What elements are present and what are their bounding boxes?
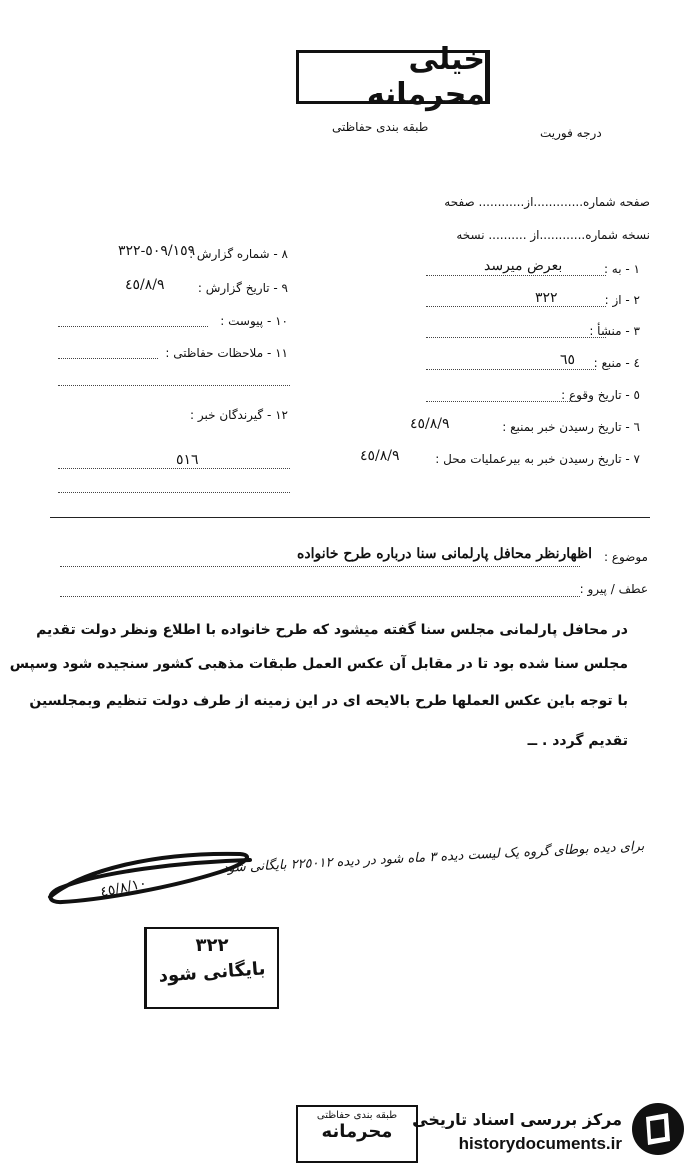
watermark-url: historydocuments.ir [458,1134,622,1153]
handwritten-date: ٤٥/٨/١٠ [98,875,149,901]
body-line-2: مجلس سنا شده بود تا در مقابل آن عکس العمل طبقات مذهبی کشور سنجیده شود وسپس [9,656,628,672]
classification-label: طبقه بندی حفاظتی [332,120,429,134]
report-date-value: ٤٥/٨/٩ [125,277,165,293]
footer-stamp-text: محرمانه [321,1121,393,1142]
page-number-field: صفحه شماره.............از............ صفحه [444,195,650,209]
section-divider [50,517,650,518]
to-line [426,275,606,276]
receipt-source-label: ٦ - تاریخ رسیدن خبر بمنبع : [502,420,640,434]
classification-stamp: خیلی محرمانه [296,50,490,104]
copy-number-field: نسخه شماره............از .......... نسخه [456,228,650,242]
receipt-source-value: ٤٥/٨/٩ [410,416,450,432]
watermark-title: مرکز بررسی اسناد تاریخی [412,1110,622,1129]
from-label: ۲ - از : [604,293,640,307]
remarks-line-2 [58,385,290,386]
recipients-value: ٥١٦ [176,452,199,468]
recipients-line-2 [58,492,290,493]
remarks-label: ۱۱ - ملاحظات حفاظتی : [165,346,288,360]
receipt-unit-label: ٧ - تاریخ رسیدن خبر به بیرعملیات محل : [435,452,640,466]
recipients-line-1 [58,468,290,469]
event-date-line [426,401,576,402]
origin-label: ۳ - منشأ : [589,324,640,338]
reference-line [60,596,580,597]
receipt-unit-value: ٤٥/٨/٩ [360,448,400,464]
body-line-1: در محافل پارلمانی مجلس سنا گفته میشود که طرح خانواده با اطلاع ونظر دولت تقدیم [36,622,628,638]
footer-classification-stamp [296,1105,418,1163]
body-line-4: تقدیم گردد . ــ [527,733,628,749]
origin-line [426,337,606,338]
reference-label: عطف / پیرو : [579,582,648,596]
urgency-label: درجه فوریت [540,126,602,140]
from-value: ۳۲۲ [535,290,558,306]
archive-stamp-text: بایگانی شود [157,958,267,987]
signature [40,842,270,912]
source-line [426,369,596,370]
source-label: ٤ - منبع : [593,356,640,370]
source-value: ٦٥ [560,352,576,368]
archive-stamp [144,927,279,1009]
subject-value: اظهارنظر محافل پارلمانی سنا درباره طرح خانواده [297,546,592,562]
from-line [426,306,606,307]
event-date-label: ٥ - تاریخ وقوع : [561,388,640,402]
report-date-label: ۹ - تاریخ گزارش : [197,281,288,295]
archive-stamp-number: ۳۲۲ [195,935,229,956]
body-line-3: با توجه باین عکس العملها طرح بالایحه ای در این زمینه از طرف دولت تنظیم وبمجلسین [29,693,628,709]
to-label: ۱ - به : [603,262,640,276]
report-number-label: ۸ - شماره گزارش : [189,247,288,261]
attachment-label: ۱۰ - پیوست : [220,314,288,328]
subject-line [60,566,580,567]
handwritten-note: برای دیده بوطای گروه یک لیست دیده ۳ ماه شود در دیده ۲۲٥٠١٢ بایگانی شود [222,838,646,877]
report-number-value: ٥٠٩/١٥٩-٣٢٢ [118,243,196,259]
attachment-line [58,326,208,327]
recipients-label: ۱۲ - گیرندگان خبر : [190,408,288,422]
footer-stamp-label: طبقه بندی حفاظتی [316,1110,398,1121]
archive-logo-icon [632,1103,684,1155]
to-value: بعرض میرسد [484,258,563,274]
remarks-line-1 [58,358,158,359]
subject-label: موضوع : [603,550,648,564]
